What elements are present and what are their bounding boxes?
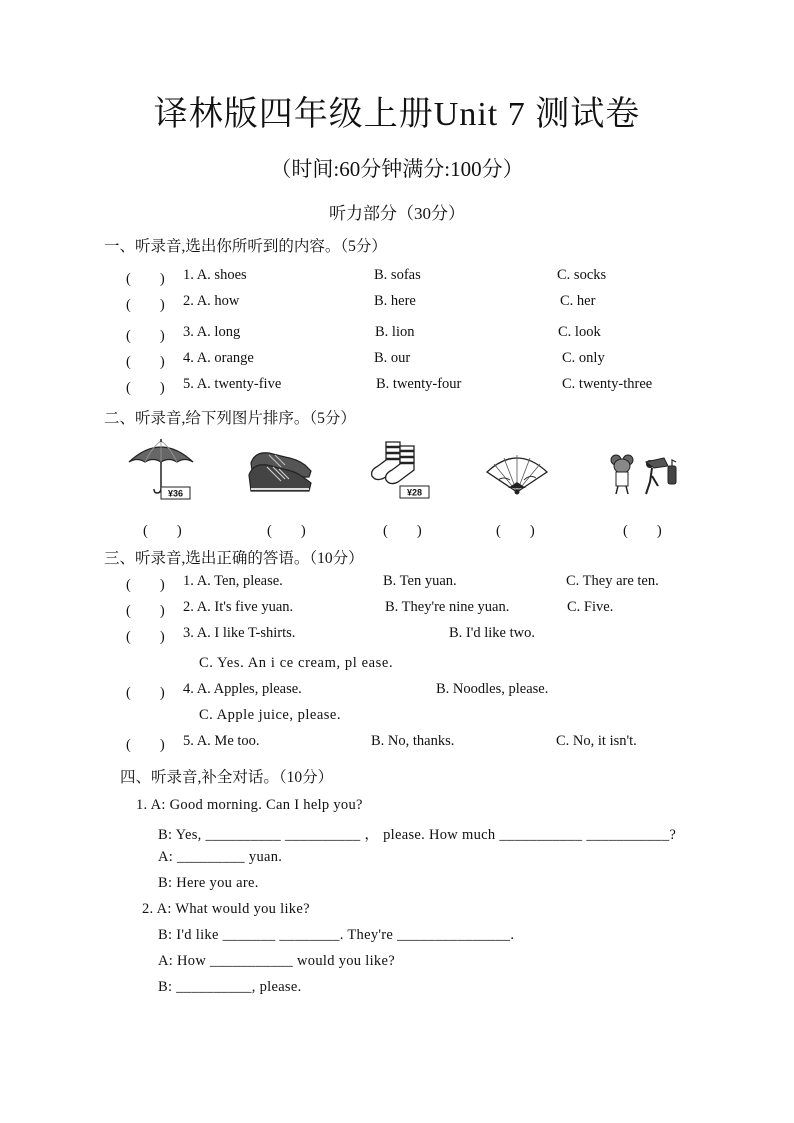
option-c: C. Yes. An i ce cream, pl ease. [199, 655, 394, 671]
option-c: C. They are ten. [566, 573, 659, 589]
option-c: C. look [558, 324, 601, 340]
option-b: B. I'd like two. [449, 625, 535, 641]
picture-order-paren: ( ) [267, 523, 306, 539]
option-c: C. only [562, 350, 605, 366]
listening-part-heading: 听力部分（30分） [329, 204, 465, 223]
option-a: 5. A. Me too. [183, 733, 260, 749]
option-b: B. lion [375, 324, 415, 340]
option-a: 4. A. orange [183, 350, 254, 366]
fan-picture [484, 452, 550, 498]
option-c: C. Five. [567, 599, 614, 615]
section1-heading: 一、听录音,选出你所听到的内容。（5分） [104, 238, 387, 255]
option-c: C. socks [557, 267, 607, 283]
option-c: C. her [560, 293, 596, 309]
dialogue-line: 2. A: What would you like? [142, 901, 310, 917]
option-c: C. No, it isn't. [556, 733, 637, 749]
section3-heading: 三、听录音,选出正确的答语。（10分） [104, 550, 364, 567]
section4-heading: 四、听录音,补全对话。（10分） [120, 769, 334, 786]
option-a: 3. A. I like T-shirts. [183, 625, 296, 641]
cartoon-characters-picture [606, 452, 680, 496]
dialogue-line: B: Here you are. [158, 875, 259, 891]
answer-paren: ( ) [126, 577, 165, 593]
umbrella-picture [126, 438, 196, 502]
answer-paren: ( ) [126, 685, 165, 701]
option-a: 1. A. Ten, please. [183, 573, 283, 589]
time-score-info: （时间:60分钟满分:100分） [270, 157, 524, 181]
dialogue-line: B: __________, please. [158, 979, 302, 995]
answer-paren: ( ) [126, 603, 165, 619]
picture-order-paren: ( ) [623, 523, 662, 539]
dialogue-line: 1. A: Good morning. Can I help you? [136, 797, 363, 813]
answer-paren: ( ) [126, 297, 165, 313]
option-b: B. No, thanks. [371, 733, 455, 749]
option-b: B. Noodles, please. [436, 681, 549, 697]
option-c: C. Apple juice, please. [199, 707, 341, 723]
answer-paren: ( ) [126, 354, 165, 370]
answer-paren: ( ) [126, 271, 165, 287]
shoes-picture [245, 445, 315, 497]
option-a: 2. A. It's five yuan. [183, 599, 294, 615]
answer-paren: ( ) [126, 380, 165, 396]
picture-order-paren: ( ) [496, 523, 535, 539]
option-b: B. sofas [374, 267, 421, 283]
option-b: B. twenty-four [376, 376, 462, 392]
picture-order-paren: ( ) [143, 523, 182, 539]
dialogue-line: A: _________ yuan. [158, 849, 283, 865]
option-c: C. twenty-three [562, 376, 653, 392]
dialogue-line: A: How ___________ would you like? [158, 953, 395, 969]
option-b: B. Ten yuan. [383, 573, 457, 589]
option-a: 2. A. how [183, 293, 240, 309]
answer-paren: ( ) [126, 737, 165, 753]
option-b: B. here [374, 293, 416, 309]
socks-price-tag: ¥28 [406, 487, 423, 498]
option-a: 4. A. Apples, please. [183, 681, 302, 697]
dialogue-line: B: Yes, __________ __________ ， please. How much ___________ ___________? [158, 827, 677, 843]
option-a: 5. A. twenty-five [183, 376, 282, 392]
socks-picture [366, 438, 436, 502]
option-b: B. They're nine yuan. [385, 599, 510, 615]
option-a: 1. A. shoes [183, 267, 247, 283]
option-b: B. our [374, 350, 411, 366]
umbrella-price-tag: ¥36 [167, 488, 184, 499]
answer-paren: ( ) [126, 629, 165, 645]
answer-paren: ( ) [126, 328, 165, 344]
picture-order-paren: ( ) [383, 523, 422, 539]
option-a: 3. A. long [183, 324, 241, 340]
dialogue-line: B: I'd like _______ ________. They're _______________. [158, 927, 515, 943]
section2-heading: 二、听录音,给下列图片排序。（5分） [104, 410, 356, 427]
page-title: 译林版四年级上册Unit 7 测试卷 [153, 96, 641, 133]
